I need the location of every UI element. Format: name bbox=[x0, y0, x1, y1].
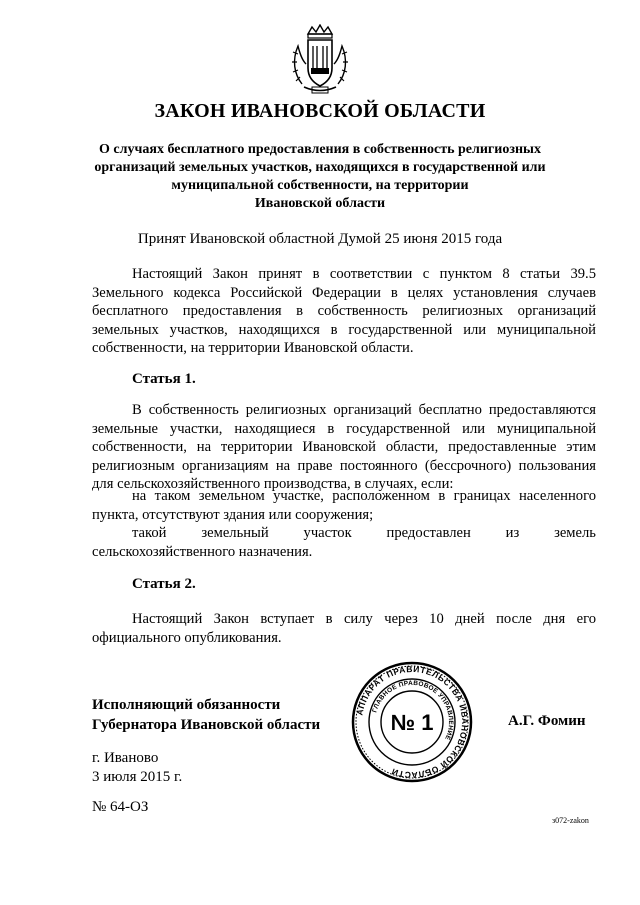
case-2-word: такой bbox=[132, 525, 167, 541]
article-1-text: В собственность религиозных организаций бесплатно предоставляются земельные участки, находящиеся в государственной или муниципальной собственности, на территории Ивановской области, предоставленные этим религиозным организациям на праве постоянного (бессрочного) пользования для сельскохозяйственного производства, в случаях, если: bbox=[92, 402, 596, 492]
article-2-text: Настоящий Закон вступает в силу через 10 дней после дня его официального опубликования. bbox=[92, 611, 596, 646]
intro-text: Настоящий Закон принят в соответствии с пунктом 8 статьи 39.5 Земельного кодекса Российской Федерации в целях установления случаев бесплатного предоставления в собственность религиозных организаций земельных участков, находящихся в государственной или муниципальной собственности, на территории Ивановской области. bbox=[92, 266, 596, 356]
signing-date: 3 июля 2015 г. bbox=[92, 769, 183, 785]
intro-paragraph bbox=[92, 265, 596, 358]
article-1-case-2 bbox=[92, 524, 596, 561]
position-line-2: Губернатора Ивановской области bbox=[92, 716, 321, 733]
subtitle-line: муниципальной собственности, на территории bbox=[171, 178, 469, 193]
case-2-word: участок bbox=[303, 525, 352, 541]
case-2-first-line bbox=[92, 524, 596, 543]
official-seal bbox=[350, 660, 474, 784]
subtitle-line: организаций земельных участков, находящихся в государственной или bbox=[94, 160, 546, 175]
signer-name: А.Г. Фомин bbox=[508, 713, 586, 729]
seal-outer-text: АППАРАТ ПРАВИТЕЛЬСТВА ИВАНОВСКОЙ ОБЛАСТИ bbox=[354, 663, 471, 781]
document-subtitle bbox=[80, 141, 560, 213]
subtitle-line: Ивановской области bbox=[254, 196, 386, 211]
document-title: ЗАКОН ИВАНОВСКОЙ ОБЛАСТИ bbox=[154, 100, 486, 122]
article-1-case-1 bbox=[92, 487, 596, 524]
case-2-word: предоставлен bbox=[386, 525, 471, 541]
article-2-heading: Статья 2. bbox=[132, 576, 196, 592]
article-1-paragraph bbox=[92, 401, 596, 494]
case-2-word: земельный bbox=[201, 525, 269, 541]
signatory-position bbox=[92, 696, 320, 735]
case-2-word: земель bbox=[554, 525, 596, 541]
case-2-word: из bbox=[505, 525, 520, 541]
seal-number: № 1 bbox=[390, 710, 434, 735]
document-file-id: з072-zakon bbox=[552, 816, 589, 825]
city: г. Иваново bbox=[92, 750, 159, 766]
position-line-1: Исполняющий обязанности bbox=[92, 697, 281, 713]
coat-of-arms-emblem bbox=[290, 24, 350, 96]
case-1-text: на таком земельном участке, расположенном в границах населенного пункта, отсутствуют здания или сооружения; bbox=[92, 488, 596, 523]
subtitle-line: О случаях бесплатного предоставления в собственность религиозных bbox=[99, 142, 541, 157]
seal-inner-text: ГЛАВНОЕ ПРАВОВОЕ УПРАВЛЕНИЕ bbox=[371, 679, 455, 742]
case-2-last-line: сельскохозяйственного назначения. bbox=[92, 543, 313, 560]
adoption-line: Принят Ивановской областной Думой 25 июня 2015 года bbox=[137, 231, 503, 247]
law-number: № 64-ОЗ bbox=[92, 799, 149, 815]
article-2-paragraph bbox=[92, 610, 596, 647]
article-1-heading: Статья 1. bbox=[132, 371, 196, 387]
place-and-date bbox=[92, 749, 182, 787]
